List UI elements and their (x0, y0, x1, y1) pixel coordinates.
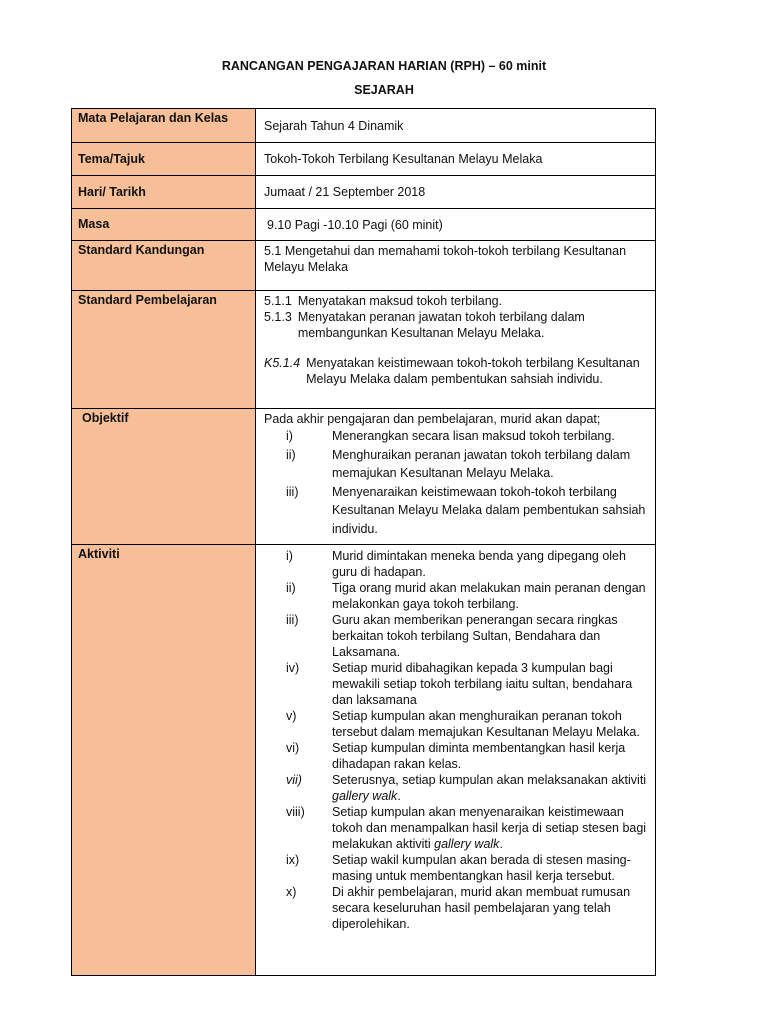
list-item: vi) Setiap kumpulan diminta membentangkan hasil kerja dihadapan rakan kelas. (286, 741, 626, 771)
value-aktiviti (256, 545, 656, 976)
list-item: viii) Setiap kumpulan akan menyenaraikan keistimewaan tokoh dan menampalkan hasil kerja di setiap stesen bagi melakukan aktiviti gallery walk. (286, 805, 647, 851)
sp-text: Menyatakan peranan jawatan tokoh terbilang dalam membangunkan Kesultanan Melayu Melaka. (297, 310, 585, 340)
list-item: v) Setiap kumpulan akan menghuraikan peranan tokoh tersebut dalam memajukan Kesultanan Melayu Melaka. (286, 709, 640, 739)
label-tema: Tema/Tajuk (72, 143, 256, 176)
label-hari: Hari/ Tarikh (72, 176, 256, 209)
list-item: ii) Tiga orang murid akan melakukan main peranan dengan melakonkan gaya tokoh terbilang. (286, 581, 646, 611)
sp-k-text: Menyatakan keistimewaan tokoh-tokoh terbilang Kesultanan Melayu Melaka dalam pembentukan sahsiah individu. (306, 356, 640, 386)
value-masa: 9.10 Pagi -10.10 Pagi (60 minit) (256, 209, 656, 241)
sp-code: 5.1.3 (264, 310, 292, 324)
list-item: iv) Setiap murid dibahagikan kepada 3 kumpulan bagi mewakili setiap tokoh terbilang iaitu sultan, bendahara dan laksamana (286, 661, 633, 707)
subject-heading: SEJARAH (354, 83, 414, 97)
sp-text: Menyatakan maksud tokoh terbilang. (297, 294, 503, 308)
value-hari: Jumaat / 21 September 2018 (256, 176, 656, 209)
objektif-intro: Pada akhir pengajaran dan pembelajaran, murid akan dapat; (264, 412, 601, 426)
value-objektif (256, 409, 656, 545)
row-mata-pelajaran (72, 109, 656, 143)
value-tema: Tokoh-Tokoh Terbilang Kesultanan Melayu Melaka (256, 143, 656, 176)
row-standard-kandungan (72, 241, 656, 291)
list-item: iii) Menyenaraikan keistimewaan tokoh-tokoh terbilang Kesultanan Melayu Melaka dalam pembentukan sahsiah individu. (286, 484, 646, 536)
value-mata-pelajaran: Sejarah Tahun 4 Dinamik (256, 109, 656, 143)
list-item: i) Menerangkan secara lisan maksud tokoh terbilang. (286, 429, 615, 443)
sp-item (264, 309, 647, 341)
sp-code: 5.1.1 (264, 294, 292, 308)
label-aktiviti: Aktiviti (72, 545, 256, 976)
label-objektif: Objektif (72, 409, 256, 545)
row-standard-pembelajaran (72, 291, 656, 409)
list-item: x) Di akhir pembelajaran, murid akan membuat rumusan secara keseluruhan hasil pembelajaran yang telah diperolehikan. (286, 885, 631, 931)
sp-item (264, 293, 647, 309)
label-standard-pembelajaran: Standard Pembelajaran (72, 291, 256, 409)
sp-k-code: K5.1.4 (264, 356, 301, 370)
label-mata-pelajaran: Mata Pelajaran dan Kelas (72, 109, 256, 143)
list-item: vii) Seterusnya, setiap kumpulan akan melaksanakan aktiviti gallery walk. (286, 773, 647, 803)
value-standard-kandungan: 5.1 Mengetahui dan memahami tokoh-tokoh terbilang Kesultanan Melayu Melaka (256, 241, 656, 291)
label-standard-kandungan: Standard Kandungan (72, 241, 256, 291)
row-objektif (72, 409, 656, 545)
row-aktiviti (72, 545, 656, 976)
row-masa (72, 209, 656, 241)
row-hari (72, 176, 656, 209)
value-standard-pembelajaran (256, 291, 656, 409)
list-item: ii) Menghuraikan peranan jawatan tokoh terbilang dalam memajukan Kesultanan Melayu Melaka. (286, 447, 631, 480)
label-masa: Masa (72, 209, 256, 241)
rph-table (71, 108, 656, 976)
list-item: iii) Guru akan memberikan penerangan secara ringkas berkaitan tokoh terbilang Sultan, Bendahara dan Laksamana. (286, 613, 618, 659)
list-item: i) Murid dimintakan meneka benda yang dipegang oleh guru di hadapan. (286, 549, 626, 579)
aktiviti-list (264, 548, 647, 932)
document-title: RANCANGAN PENGAJARAN HARIAN (RPH) – 60 minit (221, 59, 547, 73)
list-item: ix) Setiap wakil kumpulan akan berada di stesen masing-masing untuk membentangkan hasil kerja tersebut. (286, 853, 631, 883)
objektif-list (264, 427, 647, 538)
sp-k-item (264, 355, 647, 387)
row-tema (72, 143, 656, 176)
